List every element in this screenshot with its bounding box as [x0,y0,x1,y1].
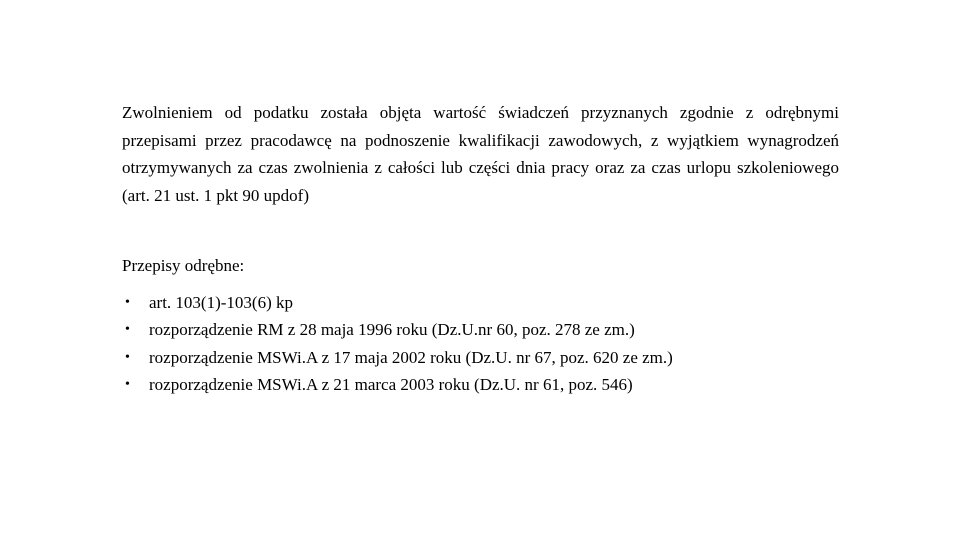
body-paragraph: Zwolnieniem od podatku została objęta wartość świadczeń przyznanych zgodnie z odrębnymi przepisami przez pracodawcę na podnoszenie kwalifikacji zawodowych, z wyjątkiem wynagrodzeń otrzymywanych za czas zwolnienia z całości lub części dnia pracy oraz za czas urlopu szkoleniowego (art. 21 ust. 1 pkt 90 updof) [122,103,839,205]
list-item [122,316,673,343]
bullet-icon: • [125,295,130,310]
section-heading: Przepisy odrębne: [122,256,245,275]
list-item-text: rozporządzenie MSWi.A z 21 marca 2003 roku (Dz.U. nr 61, poz. 546) [149,374,633,394]
bullet-icon: • [125,322,130,338]
list-item [122,289,673,316]
bullet-icon: • [125,376,130,392]
list-item [122,344,673,371]
list-item-text: rozporządzenie MSWi.A z 17 maja 2002 roku (Dz.U. nr 67, poz. 620 ze zm.) [149,347,673,367]
list-item-text: art. 103(1)-103(6) kp [149,293,293,312]
list-item-text: rozporządzenie RM z 28 maja 1996 roku (Dz.U.nr 60, poz. 278 ze zm.) [149,320,635,340]
regulations-list [122,289,673,398]
list-item [122,371,673,398]
bullet-icon: • [125,349,130,365]
